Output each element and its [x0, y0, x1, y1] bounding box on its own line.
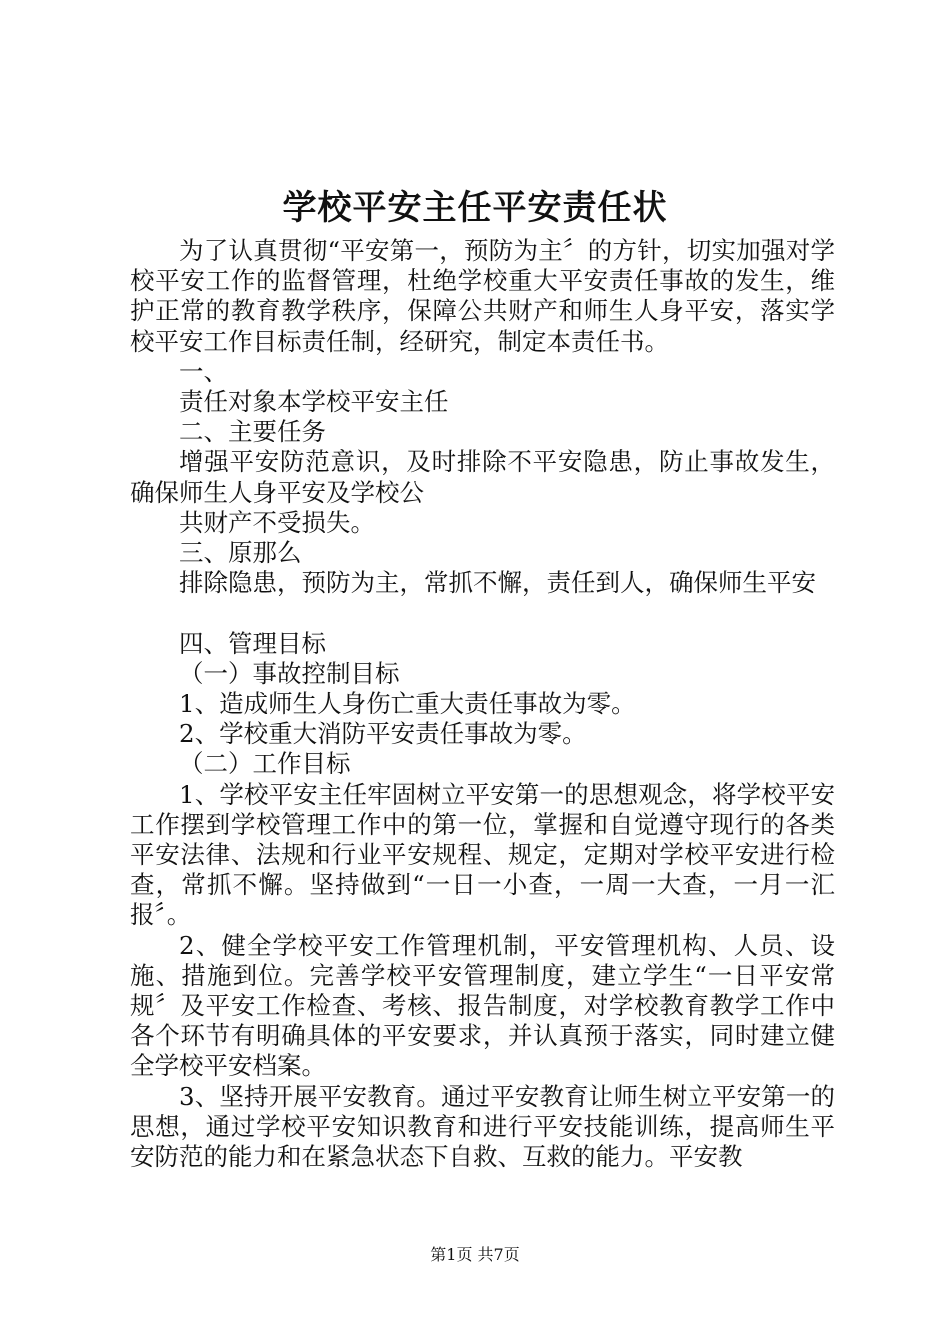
- section-one-heading: 一、: [179, 356, 228, 386]
- responsibility-target: 责任对象本学校平安主任: [179, 387, 449, 417]
- blank-line: [130, 598, 835, 628]
- subsection-accident-control: （一）事故控制目标: [179, 658, 400, 688]
- section-three-heading: 三、原那么: [179, 538, 302, 568]
- subsection-work-target: （二）工作目标: [179, 749, 351, 779]
- principles-paragraph: 排除隐患，预防为主，常抓不懈，责任到人，确保师生平安: [179, 568, 816, 598]
- work-target-1: 1、学校平安主任牢固树立平安第一的思想观念，将学校平安工作摆到学校管理工作中的第一位，掌握和自觉遵守现行的各类平安法律、法规和行业平安规程、规定，定期对学校平安进行检查，常抓不懈。坚持做到“一日一小查，一周一大查，一月一汇报〞。: [130, 779, 835, 930]
- section-four-heading: 四、管理目标: [179, 628, 326, 658]
- document-title: 学校平安主任平安责任状: [282, 188, 668, 228]
- work-target-3: 3、坚持开展平安教育。通过平安教育让师生树立平安第一的思想，通过学校平安知识教育和进行平安技能训练，提高师生平安防范的能力和在紧急状态下自救、互救的能力。平安教: [130, 1081, 835, 1172]
- section-two-heading: 二、主要任务: [179, 417, 326, 447]
- document-body: [130, 236, 835, 1172]
- main-task-continuation: 共财产不受损失。: [179, 507, 375, 537]
- work-target-2: 2、健全学校平安工作管理机制，平安管理机构、人员、设施、措施到位。完善学校平安管理制度，建立学生“一日平安常规〞及平安工作检查、考核、报告制度，对学校教育教学工作中各个环节有明确具体的平安要求，并认真预于落实，同时建立健全学校平安档案。: [130, 930, 835, 1081]
- accident-target-1: 1、造成师生人身伤亡重大责任事故为零。: [179, 689, 636, 719]
- main-task-paragraph: 增强平安防范意识，及时排除不平安隐患，防止事故发生，确保师生人身平安及学校公: [130, 447, 835, 507]
- accident-target-2: 2、学校重大消防平安责任事故为零。: [179, 719, 587, 749]
- page-number: 第1页 共7页: [430, 1245, 520, 1264]
- intro-paragraph: 为了认真贯彻“平安第一，预防为主〞的方针，切实加强对学校平安工作的监督管理，杜绝学校重大平安责任事故的发生，维护正常的教育教学秩序，保障公共财产和师生人身平安，落实学校平安工作目标责任制，经研究，制定本责任书。: [130, 236, 835, 356]
